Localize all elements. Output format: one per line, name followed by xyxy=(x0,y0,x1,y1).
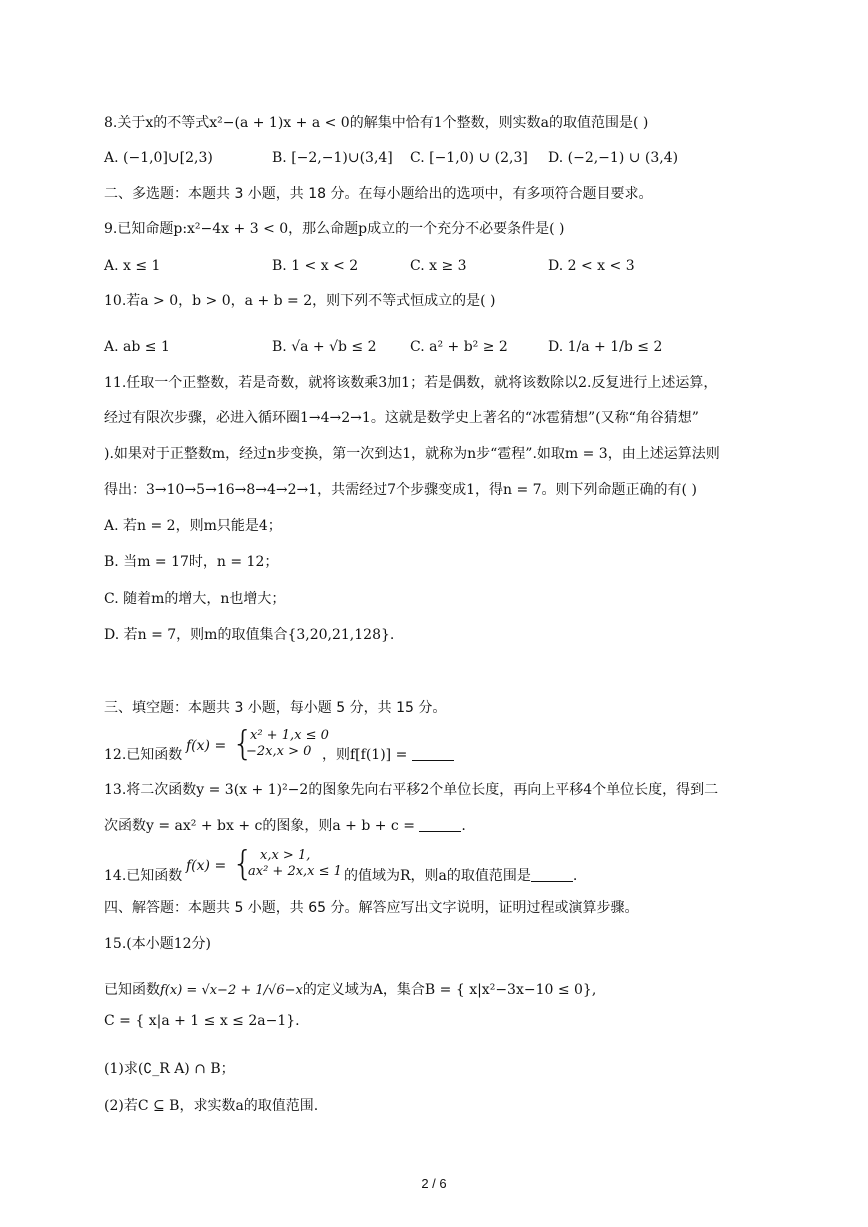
q13-line-2-wrap: 次函数y = ax² + bx + c的图象，则a + b + c = . xyxy=(104,818,466,834)
q14-prefix: 14.已知函数 xyxy=(104,868,183,884)
q11-line-2: 经过有限次步骤，必进入循环圈1→4→2→1。这就是数学史上著名的“冰雹猜想”(又称“角谷猜想” xyxy=(104,410,699,426)
q9-option-a: A. x ≤ 1 xyxy=(104,258,161,274)
q10-option-c: C. a² + b² ≥ 2 xyxy=(410,339,508,355)
q15-title: 15.(本小题12分) xyxy=(104,936,212,952)
q14-blank[interactable] xyxy=(531,867,573,882)
q12-case-2: −2x,x > 0 xyxy=(246,744,312,759)
q12-case-1: x² + 1,x ≤ 0 xyxy=(250,728,329,743)
q9-stem: 9.已知命题p:x²−4x + 3 < 0，那么命题p成立的一个充分不必要条件是( ) xyxy=(104,221,565,237)
q9-option-d: D. 2 < x < 3 xyxy=(548,258,635,274)
q11-line-3: ).如果对于正整数m，经过n步变换，第一次到达1，就称为n步“雹程”.如取m = 3，由上述运算法则 xyxy=(104,446,720,462)
q14-case-1: x,x > 1, xyxy=(260,848,311,863)
q12-brace: { xyxy=(232,724,254,764)
q15-line-2: C = { x|a + 1 ≤ x ≤ 2a−1}. xyxy=(104,1013,300,1029)
q12-answer-line xyxy=(322,745,454,765)
q13-line-1: 13.将二次函数y = 3(x + 1)²−2的图象先向右平移2个单位长度，再向上平移4个单位长度，得到二 xyxy=(104,782,719,798)
q13-line-2: 次函数y = ax² + bx + c的图象，则a + b + c = xyxy=(104,818,420,834)
q11-option-d: D. 若n = 7，则m的取值集合{3,20,21,128}. xyxy=(104,627,395,643)
q15-line-1-b: 的定义域为A，集合B = { x|x²−3x−10 ≤ 0}, xyxy=(302,982,597,998)
q9-option-c: C. x ≥ 3 xyxy=(410,258,467,274)
q12-blank[interactable] xyxy=(412,746,454,761)
q12-fx: f(x) = xyxy=(186,738,227,754)
section-3-heading: 三、填空题：本题共 3 小题，每小题 5 分，共 15 分。 xyxy=(104,700,447,716)
q14-suffix: 的值域为R，则a的取值范围是 xyxy=(344,868,531,884)
q14-answer-line: 的值域为R，则a的取值范围是 . xyxy=(344,868,578,884)
q14-fx: f(x) = xyxy=(186,858,227,874)
q15-fx: f(x) = √x−2 + 1/√6−x xyxy=(160,983,303,998)
q10-option-d: D. 1/a + 1/b ≤ 2 xyxy=(548,339,663,355)
q11-line-1: 11.任取一个正整数，若是奇数，就将该数乘3加1；若是偶数，就将该数除以2.反复进行上述运算， xyxy=(104,375,718,391)
q8-option-d: D. (−2,−1) ∪ (3,4) xyxy=(548,150,679,166)
q8-option-a: A. (−1,0]∪[2,3) xyxy=(104,150,213,166)
q8-stem: 8.关于x的不等式x²−(a + 1)x + a < 0的解集中恰有1个整数，则实数a的取值范围是( ) xyxy=(104,115,649,131)
q15-part-1: (1)求(∁_R A) ∩ B； xyxy=(104,1061,235,1077)
q15-line-1 xyxy=(104,980,596,1001)
q13-blank[interactable] xyxy=(419,817,461,832)
q12-prefix: 12.已知函数 xyxy=(104,747,183,763)
q10-option-b: B. √a + √b ≤ 2 xyxy=(272,339,377,355)
section-2-heading: 二、多选题：本题共 3 小题，共 18 分。在每小题给出的选项中，有多项符合题目要求。 xyxy=(104,186,653,202)
q11-option-a: A. 若n = 2，则m只能是4； xyxy=(104,518,282,534)
section-4-heading: 四、解答题：本题共 5 小题，共 65 分。解答应写出文字说明，证明过程或演算步骤。 xyxy=(104,900,639,916)
q11-option-b: B. 当m = 17时，n = 12； xyxy=(104,554,279,570)
page-number: 2 / 6 xyxy=(421,1176,447,1191)
q15-part-2: (2)若C ⊆ B，求实数a的取值范围. xyxy=(104,1098,319,1114)
q14-brace: { xyxy=(232,844,254,884)
q15-line-1-a: 已知函数 xyxy=(104,982,160,998)
q10-stem: 10.若a > 0，b > 0，a + b = 2，则下列不等式恒成立的是( ) xyxy=(104,293,496,309)
q11-line-4: 得出：3→10→5→16→8→4→2→1，共需经过7个步骤变成1，得n = 7。则下列命题正确的有( ) xyxy=(104,482,697,498)
q9-option-b: B. 1 < x < 2 xyxy=(272,258,359,274)
q8-option-b: B. [−2,−1)∪(3,4] xyxy=(272,150,393,166)
q11-option-c: C. 随着m的增大，n也增大； xyxy=(104,591,286,607)
q8-option-c: C. [−1,0) ∪ (2,3] xyxy=(410,150,528,166)
q14-case-2: ax² + 2x,x ≤ 1 xyxy=(248,864,342,879)
q10-option-a: A. ab ≤ 1 xyxy=(104,339,170,355)
q12-suffix: ，则f[f(1)] = xyxy=(322,747,412,763)
